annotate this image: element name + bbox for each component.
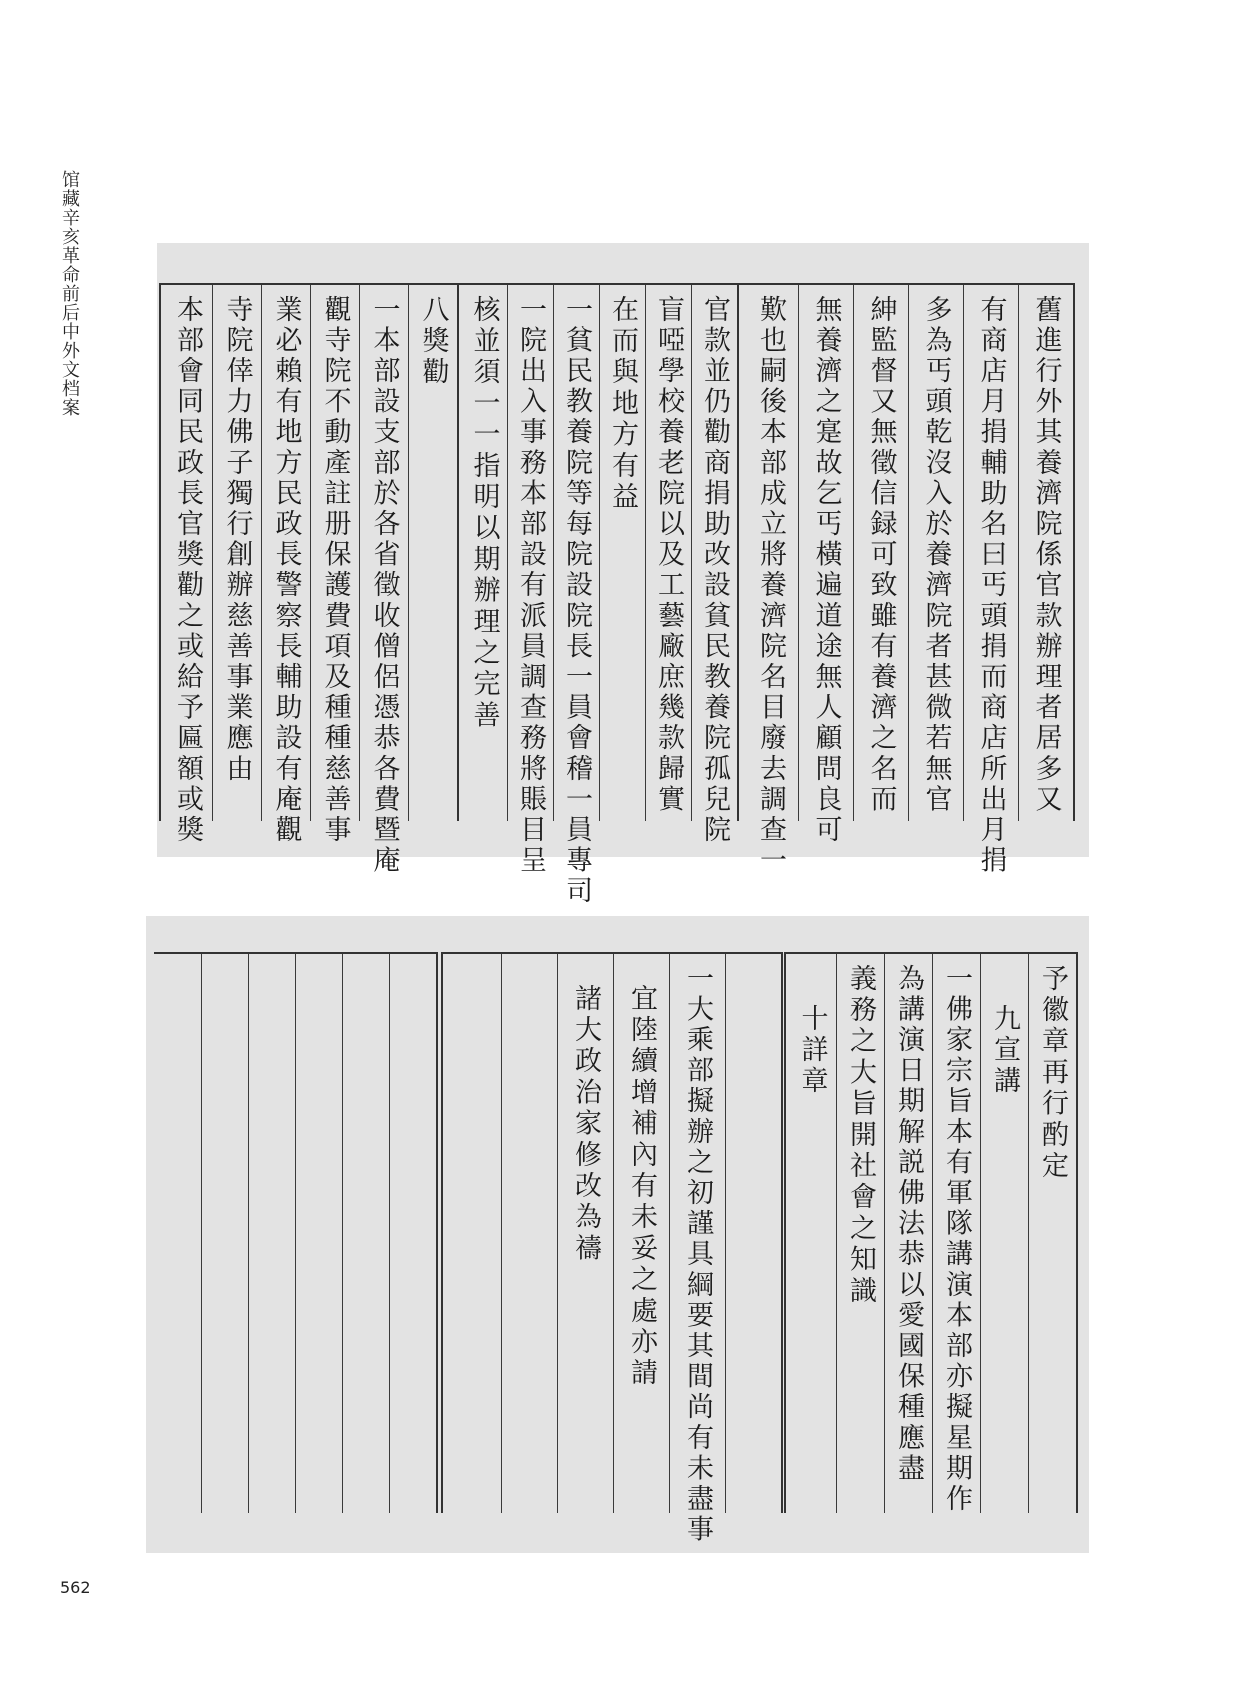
side-title: 馆藏辛亥革命前后中外文档案: [59, 170, 80, 417]
column-text: 一佛家宗旨本有軍隊講演本部亦擬星期作: [941, 964, 972, 1515]
column-text: 為講演日期解説佛法恭以愛國保種應盡: [893, 964, 924, 1485]
column-text: 義務之大旨開社會之知識: [845, 964, 876, 1308]
column: [359, 285, 408, 877]
column: [932, 954, 980, 1513]
column: [836, 954, 884, 1513]
top-left-panel: [159, 283, 459, 877]
column-text: 一大乘部擬辦之初謹具綱要其間尚有未盡事: [682, 964, 713, 1546]
column: [743, 285, 798, 877]
column: [788, 954, 836, 1513]
top-scan-image: [157, 243, 1089, 907]
column-text: 盲啞學校養老院以及工藝廠庶幾款歸實: [653, 295, 684, 816]
column-text: 業必賴有地方民政長警察長輔助設有庵觀: [270, 295, 302, 846]
bottom-middle-panel: [441, 952, 783, 1546]
column: [201, 954, 248, 1513]
top-middle-panel: [457, 283, 739, 907]
column: [557, 954, 613, 1513]
column: [798, 285, 853, 846]
bottom-left-panel: [154, 952, 438, 1513]
page-number: 562: [60, 1578, 91, 1597]
column: [725, 954, 781, 1513]
column: [645, 285, 691, 821]
column: [310, 285, 359, 846]
column: [248, 954, 295, 1513]
column-text: 紳監督又無徵信録可致雖有養濟之名而: [865, 295, 897, 816]
column: [163, 285, 212, 846]
column: [154, 954, 201, 1513]
column: [553, 285, 599, 907]
column-text: 一貧民教養院等每院設院長一員會稽一員專司: [561, 295, 592, 907]
column: [613, 954, 669, 1513]
top-right-panel: [737, 283, 1075, 877]
column-text: 寺院倖力佛子獨行創辦慈善事業應由: [221, 295, 253, 785]
column: [445, 954, 501, 1513]
column-text: 官款並仍勸商捐助改設貧民教養院孤兒院: [699, 295, 730, 846]
column-text: 舊進行外其養濟院係官款辦理者居多又: [1030, 295, 1062, 816]
column: [1018, 285, 1073, 821]
column: [261, 285, 310, 846]
column: [501, 954, 557, 1513]
column-text: 本部會同民政長官獎勸之或給予匾額或獎: [172, 295, 203, 846]
column: [980, 954, 1028, 1513]
column: [507, 285, 553, 877]
column: [461, 285, 507, 821]
column-text: 有商店月捐輔助名曰丐頭捐而商店所出月捐: [975, 295, 1007, 877]
column-text: 一本部設支部於各省徵收僧侶憑恭各費暨庵: [368, 295, 400, 877]
column-text: 在而與地方有益: [607, 295, 638, 514]
column: [212, 285, 261, 821]
column: [599, 285, 645, 821]
column: [408, 285, 457, 821]
column-text: 無養濟之寔故乞丐橫遍道途無人顧問良可: [810, 295, 842, 846]
column: [342, 954, 389, 1513]
bottom-right-panel: [784, 952, 1078, 1513]
column-text: 一院出入事務本部設有派員調查務將賬目呈: [515, 295, 546, 877]
column-heading: 十詳章: [796, 1004, 828, 1098]
column-text: 多為丐頭乾沒入於養濟院者甚微若無官: [920, 295, 952, 816]
column-text: 歎也嗣後本部成立將養濟院名目廢去調查一: [755, 295, 786, 877]
column-text: 觀寺院不動產註册保護費項及種種慈善事: [319, 295, 351, 846]
column: [908, 285, 963, 821]
column: [853, 285, 908, 821]
column: [691, 285, 737, 846]
column-text: 予徽章再行酌定: [1037, 964, 1068, 1183]
column: [963, 285, 1018, 877]
column: [295, 954, 342, 1513]
column-heading: 八獎勸: [417, 295, 449, 389]
column-text: 核並須一一指明以期辦理之完善: [468, 295, 500, 732]
column: [389, 954, 436, 1513]
column: [884, 954, 932, 1513]
column: [1028, 954, 1076, 1513]
column: [669, 954, 725, 1546]
column-text: 諸大政治家修改為禱: [570, 984, 601, 1265]
column-text: 宜陸續增補內有未妥之處亦請: [626, 984, 657, 1390]
column-heading: 九宣講: [989, 1004, 1020, 1098]
bottom-scan-image: [146, 916, 1089, 1553]
